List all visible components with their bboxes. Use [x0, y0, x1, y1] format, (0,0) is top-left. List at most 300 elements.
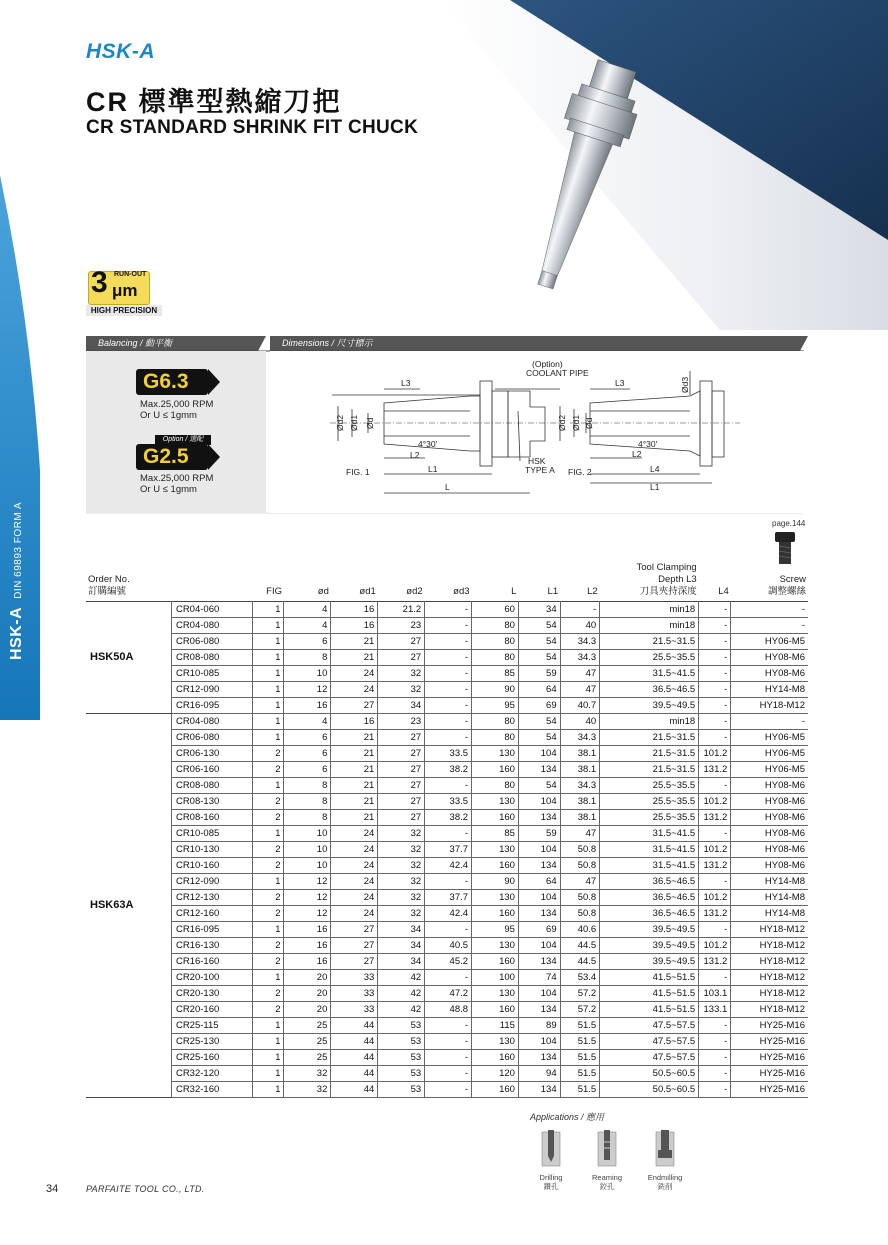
grade-g25: G2.5	[143, 445, 189, 468]
dim-coolant-label: COOLANT PIPE	[526, 368, 589, 378]
cell-d1: 24	[331, 906, 378, 922]
cell-d: 20	[284, 1002, 331, 1018]
dim-d-fig2: Ød	[584, 417, 594, 429]
cell-screw: HY14-M8	[731, 682, 808, 698]
cell-d3: -	[425, 650, 472, 666]
cell-screw: HY14-M8	[731, 906, 808, 922]
cell-l1: 59	[518, 826, 560, 842]
cell-l: 100	[472, 970, 519, 986]
cell-d3: 33.5	[425, 746, 472, 762]
cell-l1: 134	[518, 1002, 560, 1018]
cell-clamping-depth: 39.5~49.5	[600, 954, 699, 970]
table-row	[86, 842, 808, 858]
col-l: L	[511, 586, 517, 597]
cell-d3: -	[425, 874, 472, 890]
table-row	[86, 938, 808, 954]
cell-l2: 40.6	[560, 922, 600, 938]
cell-order-code: CR10-160	[171, 858, 252, 874]
g63-spec	[140, 399, 213, 421]
cell-l1: 104	[518, 842, 560, 858]
cell-fig: 2	[253, 1002, 284, 1018]
cell-l2: 50.8	[560, 842, 600, 858]
cell-fig: 1	[253, 730, 284, 746]
cell-l2: 57.2	[560, 986, 600, 1002]
cell-d3: -	[425, 666, 472, 682]
table-row	[86, 970, 808, 986]
cell-d2: 23	[378, 714, 425, 730]
cell-l4: -	[699, 730, 731, 746]
cell-l1: 69	[518, 922, 560, 938]
cell-l2: 50.8	[560, 906, 600, 922]
cell-l1: 134	[518, 762, 560, 778]
g63-rpm: Max.25,000 RPM	[140, 399, 214, 410]
cell-d3: -	[425, 1050, 472, 1066]
cell-l1: 104	[518, 938, 560, 954]
cell-d3: 42.4	[425, 858, 472, 874]
cell-d3: -	[425, 698, 472, 714]
col-d: ød	[317, 586, 329, 597]
cell-l: 130	[472, 746, 519, 762]
cell-order-code: CR32-120	[171, 1066, 252, 1082]
table-row	[86, 922, 808, 938]
cell-l4: 133.1	[699, 1002, 731, 1018]
cell-fig: 1	[253, 650, 284, 666]
cell-d3: -	[425, 634, 472, 650]
dim-l1-fig2: L1	[650, 482, 660, 492]
cell-d: 10	[284, 826, 331, 842]
cell-screw: HY25-M16	[731, 1018, 808, 1034]
g25-unbalance: Or U ≤ 1gmm	[140, 484, 197, 495]
dim-l1-fig1: L1	[428, 464, 438, 474]
cell-l4: -	[699, 714, 731, 730]
cell-clamping-depth: min18	[600, 618, 699, 634]
cell-l: 80	[472, 618, 519, 634]
cell-d2: 27	[378, 746, 425, 762]
company-name: PARFAITE TOOL CO., LTD.	[86, 1184, 205, 1194]
reamer-icon	[596, 1130, 618, 1168]
cell-d1: 27	[331, 954, 378, 970]
drill-icon	[540, 1130, 562, 1168]
cell-fig: 1	[253, 1034, 284, 1050]
cell-order-code: CR16-130	[171, 938, 252, 954]
cell-d3: -	[425, 922, 472, 938]
cell-l: 130	[472, 986, 519, 1002]
dim-l2-fig1: L2	[410, 450, 420, 460]
cell-clamping-depth: 50.5~60.5	[600, 1066, 699, 1082]
cell-l2: 40	[560, 714, 600, 730]
cell-screw: HY18-M12	[731, 954, 808, 970]
cell-l: 85	[472, 826, 519, 842]
cell-l: 130	[472, 842, 519, 858]
cell-d2: 21.2	[378, 602, 425, 618]
cell-fig: 1	[253, 666, 284, 682]
runout-label: RUN-OUT	[114, 271, 147, 278]
cell-l1: 54	[518, 730, 560, 746]
cell-order-code: CR06-160	[171, 762, 252, 778]
cell-d: 25	[284, 1050, 331, 1066]
cell-order-code: CR16-095	[171, 698, 252, 714]
app-reaming: Reaming 鉸孔	[580, 1130, 634, 1191]
cell-clamping-depth: 41.5~51.5	[600, 986, 699, 1002]
dimension-drawing	[270, 351, 804, 513]
cell-l4: 131.2	[699, 810, 731, 826]
cell-d2: 42	[378, 986, 425, 1002]
cell-d2: 32	[378, 666, 425, 682]
cell-order-code: CR10-085	[171, 666, 252, 682]
dim-l: L	[445, 482, 450, 492]
cell-l: 160	[472, 762, 519, 778]
table-row	[86, 650, 808, 666]
cell-clamping-depth: 25.5~35.5	[600, 810, 699, 826]
cell-d2: 32	[378, 682, 425, 698]
cell-l2: 40	[560, 618, 600, 634]
cell-d2: 27	[378, 810, 425, 826]
cell-l1: 54	[518, 618, 560, 634]
cell-fig: 1	[253, 714, 284, 730]
cell-screw: HY08-M6	[731, 666, 808, 682]
cell-l4: 101.2	[699, 794, 731, 810]
cell-l4: 101.2	[699, 746, 731, 762]
cell-order-code: CR06-130	[171, 746, 252, 762]
cell-d2: 27	[378, 794, 425, 810]
balancing-panel	[86, 351, 266, 513]
cell-order-code: CR04-060	[171, 602, 252, 618]
cell-d3: -	[425, 1018, 472, 1034]
cell-d2: 42	[378, 1002, 425, 1018]
cell-l: 80	[472, 714, 519, 730]
cell-l4: -	[699, 1082, 731, 1098]
cell-d2: 27	[378, 730, 425, 746]
cell-d1: 16	[331, 714, 378, 730]
cell-screw: HY08-M6	[731, 778, 808, 794]
cell-l: 60	[472, 602, 519, 618]
cell-d: 12	[284, 890, 331, 906]
table-row	[86, 1066, 808, 1082]
cell-fig: 1	[253, 970, 284, 986]
cell-order-code: CR08-080	[171, 778, 252, 794]
cell-fig: 1	[253, 922, 284, 938]
col-clamping-depth: Tool Clamping Depth L3 刀具夾持深度	[636, 562, 697, 597]
cell-d1: 24	[331, 666, 378, 682]
cell-l1: 69	[518, 698, 560, 714]
cell-d: 6	[284, 746, 331, 762]
g25-rpm: Max.25,000 RPM	[140, 473, 214, 484]
dim-d2-fig2: Ød2	[557, 414, 567, 431]
cell-clamping-depth: 41.5~51.5	[600, 1002, 699, 1018]
cell-order-code: CR12-160	[171, 906, 252, 922]
cell-d3: -	[425, 714, 472, 730]
dim-angle-fig2: 4°30'	[638, 439, 658, 449]
table-row	[86, 874, 808, 890]
side-tab-main: HSK-A	[8, 606, 25, 660]
cell-l4: 101.2	[699, 890, 731, 906]
cell-l2: 44.5	[560, 954, 600, 970]
cell-d1: 27	[331, 938, 378, 954]
cell-order-code: CR04-080	[171, 618, 252, 634]
cell-l2: 38.1	[560, 762, 600, 778]
cell-l4: 131.2	[699, 906, 731, 922]
group-label: HSK63A	[86, 714, 171, 1098]
cell-l: 160	[472, 810, 519, 826]
table-row	[86, 810, 808, 826]
cell-screw: HY06-M5	[731, 746, 808, 762]
table-row	[86, 906, 808, 922]
cell-l2: 51.5	[560, 1082, 600, 1098]
cell-screw: HY25-M16	[731, 1050, 808, 1066]
cell-l2: 38.1	[560, 810, 600, 826]
cell-fig: 1	[253, 698, 284, 714]
cell-d3: -	[425, 778, 472, 794]
cell-order-code: CR06-080	[171, 730, 252, 746]
grade-g25-badge	[136, 444, 208, 470]
cell-l2: 34.3	[560, 650, 600, 666]
col-l4: L4	[718, 586, 729, 597]
cell-screw: HY08-M6	[731, 858, 808, 874]
runout-value: 3	[91, 266, 108, 299]
cell-fig: 2	[253, 986, 284, 1002]
cell-d: 20	[284, 986, 331, 1002]
spec-table	[86, 562, 808, 1098]
cell-d1: 24	[331, 858, 378, 874]
table-row	[86, 714, 808, 730]
screw-icon	[770, 530, 800, 566]
cell-l: 160	[472, 858, 519, 874]
cell-order-code: CR20-130	[171, 986, 252, 1002]
cell-l: 160	[472, 1050, 519, 1066]
grade-g63-badge	[136, 369, 208, 395]
cell-d1: 16	[331, 602, 378, 618]
cell-d3: 37.7	[425, 842, 472, 858]
cell-screw: HY06-M5	[731, 762, 808, 778]
cell-clamping-depth: 36.5~46.5	[600, 890, 699, 906]
cell-l2: 40.7	[560, 698, 600, 714]
cell-l: 115	[472, 1018, 519, 1034]
cell-screw: HY08-M6	[731, 826, 808, 842]
table-row	[86, 1018, 808, 1034]
cell-clamping-depth: min18	[600, 714, 699, 730]
cell-d2: 34	[378, 698, 425, 714]
cell-l4: -	[699, 970, 731, 986]
cell-d: 6	[284, 762, 331, 778]
cell-order-code: CR25-130	[171, 1034, 252, 1050]
cell-l2: 51.5	[560, 1050, 600, 1066]
cell-screw: -	[731, 602, 808, 618]
cell-l1: 134	[518, 858, 560, 874]
cell-clamping-depth: 47.5~57.5	[600, 1018, 699, 1034]
dimensions-header: Dimensions / 尺寸標示	[282, 338, 373, 348]
cell-fig: 1	[253, 682, 284, 698]
cell-fig: 1	[253, 874, 284, 890]
cell-d: 8	[284, 794, 331, 810]
table-row	[86, 858, 808, 874]
cell-d3: 45.2	[425, 954, 472, 970]
cell-fig: 1	[253, 618, 284, 634]
table-row	[86, 602, 808, 618]
side-tab-sub: DIN 69893 FORM A	[13, 501, 24, 599]
cell-l1: 134	[518, 906, 560, 922]
cell-fig: 1	[253, 602, 284, 618]
cell-screw: HY18-M12	[731, 1002, 808, 1018]
cell-d3: -	[425, 1082, 472, 1098]
cell-d: 8	[284, 778, 331, 794]
high-precision-label: HIGH PRECISION	[86, 305, 162, 316]
endmill-icon	[654, 1130, 676, 1168]
cell-clamping-depth: 21.5~31.5	[600, 730, 699, 746]
cell-d3: 38.2	[425, 762, 472, 778]
cell-l2: 57.2	[560, 1002, 600, 1018]
table-row	[86, 890, 808, 906]
cell-d1: 21	[331, 778, 378, 794]
cell-l1: 64	[518, 874, 560, 890]
cell-fig: 1	[253, 1082, 284, 1098]
cell-d3: -	[425, 1066, 472, 1082]
cell-d: 6	[284, 634, 331, 650]
cell-d1: 21	[331, 634, 378, 650]
table-row	[86, 954, 808, 970]
cell-clamping-depth: 50.5~60.5	[600, 1082, 699, 1098]
cell-d2: 53	[378, 1066, 425, 1082]
cell-order-code: CR12-090	[171, 682, 252, 698]
cell-fig: 2	[253, 858, 284, 874]
fig2-label: FIG. 2	[568, 467, 592, 477]
cell-l1: 134	[518, 1082, 560, 1098]
cell-l1: 104	[518, 794, 560, 810]
cell-l: 85	[472, 666, 519, 682]
app-endmilling: Endmilling 銑削	[638, 1130, 692, 1191]
cell-d: 4	[284, 618, 331, 634]
cell-l2: 47	[560, 874, 600, 890]
cell-d2: 27	[378, 762, 425, 778]
dim-option-label: (Option)	[532, 359, 563, 369]
dim-d-fig1: Ød	[365, 417, 375, 429]
cell-l4: -	[699, 874, 731, 890]
cell-d1: 24	[331, 682, 378, 698]
cell-l: 130	[472, 1034, 519, 1050]
cell-order-code: CR12-090	[171, 874, 252, 890]
runout-badge	[86, 268, 172, 316]
cell-order-code: CR16-160	[171, 954, 252, 970]
cell-l4: -	[699, 922, 731, 938]
cell-l: 160	[472, 1002, 519, 1018]
cell-d1: 44	[331, 1018, 378, 1034]
dim-hsk-label: HSK	[528, 456, 546, 466]
cell-clamping-depth: 39.5~49.5	[600, 698, 699, 714]
cell-order-code: CR25-160	[171, 1050, 252, 1066]
cell-l: 80	[472, 730, 519, 746]
cell-d: 8	[284, 810, 331, 826]
dim-hsk-type: TYPE A	[525, 465, 555, 475]
dim-d3: Ød3	[680, 376, 690, 393]
cell-l2: 34.3	[560, 634, 600, 650]
cell-order-code: CR10-085	[171, 826, 252, 842]
dim-angle-fig1: 4°30'	[418, 439, 438, 449]
dim-l3-fig1: L3	[401, 378, 411, 388]
cell-l2: 47	[560, 666, 600, 682]
cell-l: 80	[472, 650, 519, 666]
cell-l1: 74	[518, 970, 560, 986]
cell-d: 4	[284, 602, 331, 618]
cell-d: 25	[284, 1018, 331, 1034]
cell-d: 6	[284, 730, 331, 746]
cell-fig: 2	[253, 746, 284, 762]
cell-d: 10	[284, 842, 331, 858]
cell-d: 25	[284, 1034, 331, 1050]
cell-order-code: CR20-100	[171, 970, 252, 986]
grade-g63: G6.3	[143, 370, 189, 393]
cell-d2: 27	[378, 634, 425, 650]
cell-clamping-depth: 31.5~41.5	[600, 666, 699, 682]
table-row	[86, 794, 808, 810]
cell-l2: 51.5	[560, 1066, 600, 1082]
cell-order-code: CR08-080	[171, 650, 252, 666]
cell-l4: -	[699, 1034, 731, 1050]
cell-l4: 101.2	[699, 938, 731, 954]
page-title-chinese: CR 標準型熱縮刀把	[86, 87, 342, 117]
runout-unit: μm	[112, 281, 138, 300]
table-row	[86, 1082, 808, 1098]
cell-l1: 134	[518, 954, 560, 970]
cell-clamping-depth: 36.5~46.5	[600, 682, 699, 698]
cell-l4: -	[699, 666, 731, 682]
cell-d1: 21	[331, 730, 378, 746]
cell-fig: 2	[253, 810, 284, 826]
table-row	[86, 666, 808, 682]
cell-l4: 131.2	[699, 954, 731, 970]
cell-clamping-depth: 31.5~41.5	[600, 826, 699, 842]
cell-l: 95	[472, 922, 519, 938]
table-row	[86, 762, 808, 778]
cell-screw: HY08-M6	[731, 810, 808, 826]
option-tag: Option / 選配	[155, 435, 211, 445]
cell-d: 8	[284, 650, 331, 666]
cell-l1: 64	[518, 682, 560, 698]
app-drilling: Drilling 鑽孔	[524, 1130, 578, 1191]
cell-d3: -	[425, 682, 472, 698]
cell-d3: 33.5	[425, 794, 472, 810]
dim-d2-fig1: Ød2	[335, 414, 345, 431]
cell-d1: 21	[331, 650, 378, 666]
cell-d1: 44	[331, 1050, 378, 1066]
cell-clamping-depth: 47.5~57.5	[600, 1034, 699, 1050]
cell-l1: 94	[518, 1066, 560, 1082]
dim-l4: L4	[650, 464, 660, 474]
cell-d: 32	[284, 1082, 331, 1098]
cell-d: 16	[284, 698, 331, 714]
cell-d1: 44	[331, 1066, 378, 1082]
cell-d1: 16	[331, 618, 378, 634]
cell-clamping-depth: 25.5~35.5	[600, 778, 699, 794]
cell-d2: 53	[378, 1050, 425, 1066]
g63-unbalance: Or U ≤ 1gmm	[140, 410, 197, 421]
cell-clamping-depth: 36.5~46.5	[600, 874, 699, 890]
cell-l1: 54	[518, 714, 560, 730]
cell-order-code: CR06-080	[171, 634, 252, 650]
cell-l2: 38.1	[560, 794, 600, 810]
cell-order-code: CR25-115	[171, 1018, 252, 1034]
cell-l: 120	[472, 1066, 519, 1082]
cell-order-code: CR08-130	[171, 794, 252, 810]
cell-fig: 2	[253, 890, 284, 906]
cell-screw: HY18-M12	[731, 986, 808, 1002]
cell-l4: -	[699, 698, 731, 714]
cell-fig: 1	[253, 634, 284, 650]
table-row	[86, 698, 808, 714]
cell-d3: -	[425, 1034, 472, 1050]
cell-d2: 32	[378, 842, 425, 858]
cell-l4: 101.2	[699, 842, 731, 858]
dim-d1-fig1: Ød1	[349, 414, 359, 431]
cell-clamping-depth: 39.5~49.5	[600, 938, 699, 954]
